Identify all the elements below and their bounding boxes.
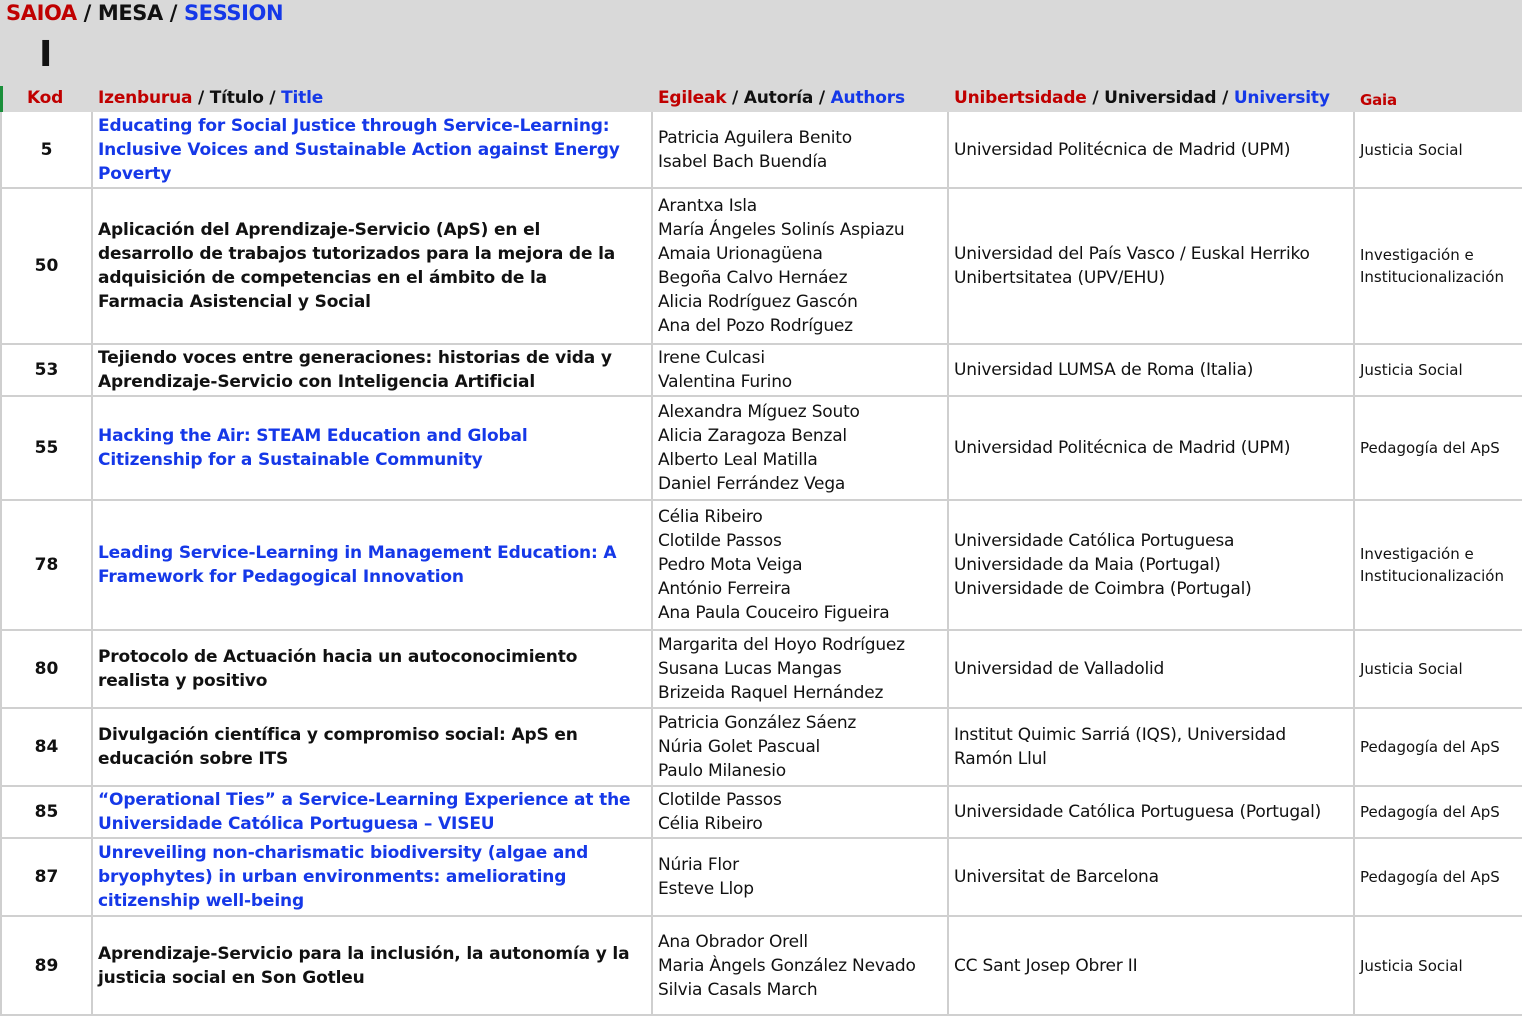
- authors-cell-line: Clotilde Passos: [658, 531, 782, 551]
- gaia-cell-line: Pedagogía del ApS: [1360, 803, 1500, 821]
- authors-cell: [653, 631, 949, 707]
- separator: /: [76, 1, 98, 25]
- university-cell: [949, 787, 1355, 837]
- university-cell-line: CC Sant Josep Obrer II: [954, 955, 1138, 976]
- kod-cell: 53: [0, 345, 93, 395]
- session-header: [0, 0, 1522, 112]
- gaia-cell: [1355, 345, 1522, 395]
- table-row: [0, 631, 1522, 709]
- authors-cell: [653, 345, 949, 395]
- title-cell-line: Poverty: [98, 163, 172, 184]
- cell-marker: [0, 86, 3, 112]
- gaia-cell-line: Justicia Social: [1360, 956, 1463, 975]
- authors-cell: [653, 709, 949, 785]
- university-cell: [949, 397, 1355, 499]
- kod-cell: 89: [0, 917, 93, 1014]
- kod-cell: 5: [0, 112, 93, 187]
- title-cell-line: Aplicación del Aprendizaje-Servicio (ApS) en el: [98, 220, 541, 240]
- table-row: [0, 917, 1522, 1016]
- gaia-cell-line: Institucionalización: [1360, 567, 1504, 585]
- title-cell: [93, 345, 653, 395]
- title-cell-line: Framework for Pedagogical Innovation: [98, 567, 464, 587]
- authors-cell-line: Margarita del Hoyo Rodríguez: [658, 635, 905, 655]
- title-cell-line: Farmacia Asistencial y Social: [98, 292, 371, 312]
- gaia-cell-line: Institucionalización: [1360, 268, 1504, 286]
- authors-cell-line: Alicia Rodríguez Gascón: [658, 292, 858, 312]
- gaia-cell: [1355, 787, 1522, 837]
- university-cell: [949, 501, 1355, 629]
- kod-cell: 85: [0, 787, 93, 837]
- university-cell: [949, 709, 1355, 785]
- session-label-eu: SAIOA: [6, 1, 77, 25]
- authors-cell: [653, 787, 949, 837]
- title-cell-line: Aprendizaje-Servicio con Inteligencia Artificial: [98, 372, 536, 392]
- gaia-cell: [1355, 839, 1522, 915]
- title-cell-line: Inclusive Voices and Sustainable Action against Energy: [98, 139, 620, 160]
- title-cell: [93, 112, 653, 187]
- title-cell-line: Aprendizaje-Servicio para la inclusión, la autonomía y la: [98, 943, 630, 964]
- gaia-cell: [1355, 397, 1522, 499]
- authors-cell-line: Célia Ribeiro: [658, 814, 763, 834]
- university-cell-line: Universidade Católica Portuguesa (Portugal): [954, 802, 1322, 822]
- title-cell-line: bryophytes) in urban environments: ameliorating: [98, 867, 567, 887]
- authors-cell-line: Silvia Casals March: [658, 979, 818, 1000]
- university-cell-line: Universidade Católica Portuguesa: [954, 531, 1235, 551]
- title-cell-line: desarrollo de trabajos tutorizados para la mejora de la: [98, 244, 616, 264]
- authors-cell-line: Brizeida Raquel Hernández: [658, 683, 884, 703]
- gaia-cell-line: Pedagogía del ApS: [1360, 868, 1500, 886]
- gaia-cell: [1355, 112, 1522, 187]
- title-cell-line: educación sobre ITS: [98, 749, 289, 769]
- title-cell-line: justicia social en Son Gotleu: [98, 967, 365, 988]
- university-cell: [949, 917, 1355, 1014]
- university-cell: [949, 839, 1355, 915]
- title-cell: [93, 917, 653, 1014]
- column-header-authors: [658, 88, 905, 108]
- column-header-university-es: / Universidad /: [1086, 88, 1234, 108]
- authors-cell-line: Arantxa Isla: [658, 196, 757, 216]
- authors-cell-line: María Ángeles Solinís Aspiazu: [658, 220, 905, 240]
- gaia-cell: [1355, 917, 1522, 1014]
- university-cell-line: Institut Quimic Sarriá (IQS), Universidad: [954, 725, 1286, 745]
- column-header-kod: Kod: [27, 88, 64, 108]
- title-cell: [93, 189, 653, 343]
- authors-cell-line: Pedro Mota Veiga: [658, 555, 803, 575]
- title-cell-line: adquisición de competencias en el ámbito de la: [98, 268, 547, 288]
- title-cell-line: Unreveiling non-charismatic biodiversity (algae and: [98, 843, 589, 863]
- university-cell: [949, 189, 1355, 343]
- authors-cell-line: Ana Paula Couceiro Figueira: [658, 603, 890, 623]
- title-cell-line: citizenship well-being: [98, 891, 304, 911]
- university-cell: [949, 345, 1355, 395]
- title-cell-line: Tejiendo voces entre generaciones: historias de vida y: [98, 348, 612, 368]
- gaia-cell-line: Investigación e: [1360, 545, 1474, 563]
- column-header-gaia: Gaia: [1360, 91, 1397, 109]
- authors-cell-line: Ana Obrador Orell: [658, 931, 808, 952]
- authors-cell-line: Susana Lucas Mangas: [658, 659, 842, 679]
- gaia-cell-line: Investigación e: [1360, 246, 1474, 264]
- column-header-university: [954, 88, 1330, 108]
- university-cell-line: Universidade da Maia (Portugal): [954, 555, 1221, 575]
- authors-cell-line: Valentina Furino: [658, 372, 792, 392]
- authors-cell-line: Núria Golet Pascual: [658, 737, 821, 757]
- title-cell: [93, 501, 653, 629]
- column-header-title: [98, 88, 323, 108]
- university-cell-line: Universidade de Coimbra (Portugal): [954, 579, 1252, 599]
- gaia-cell: [1355, 709, 1522, 785]
- title-cell-line: “Operational Ties” a Service-Learning Experience at the: [98, 790, 631, 810]
- title-cell: [93, 839, 653, 915]
- table-row: [0, 397, 1522, 501]
- column-header-authors-eu: Egileak: [658, 88, 727, 108]
- authors-cell-line: Ana del Pozo Rodríguez: [658, 316, 853, 336]
- authors-cell-line: Paulo Milanesio: [658, 761, 786, 781]
- kod-cell: 50: [0, 189, 93, 343]
- authors-cell-line: Clotilde Passos: [658, 790, 782, 810]
- authors-cell-line: Irene Culcasi: [658, 348, 765, 368]
- gaia-cell-line: Pedagogía del ApS: [1360, 738, 1500, 756]
- authors-cell-line: Patricia Aguilera Benito: [658, 127, 852, 148]
- separator: /: [162, 1, 184, 25]
- university-cell-line: Unibertsitatea (UPV/EHU): [954, 268, 1165, 288]
- table-row: [0, 189, 1522, 345]
- title-cell: [93, 787, 653, 837]
- authors-cell-line: Amaia Urionagüena: [658, 244, 823, 264]
- kod-cell: 55: [0, 397, 93, 499]
- university-cell-line: Universidad LUMSA de Roma (Italia): [954, 360, 1254, 380]
- table-row: [0, 501, 1522, 631]
- table-row: [0, 709, 1522, 787]
- title-cell-line: Protocolo de Actuación hacia un autoconocimiento: [98, 647, 578, 667]
- authors-cell: [653, 839, 949, 915]
- gaia-cell-line: Pedagogía del ApS: [1360, 439, 1500, 457]
- column-header-university-en: University: [1233, 88, 1330, 108]
- authors-cell-line: Esteve Llop: [658, 879, 754, 899]
- authors-cell: [653, 112, 949, 187]
- university-cell-line: Universitat de Barcelona: [954, 867, 1159, 887]
- gaia-cell-line: Justicia Social: [1360, 140, 1463, 159]
- authors-cell-line: Alicia Zaragoza Benzal: [658, 426, 847, 446]
- kod-cell: 87: [0, 839, 93, 915]
- table-row: [0, 787, 1522, 839]
- gaia-cell: [1355, 631, 1522, 707]
- authors-cell-line: Daniel Ferrández Vega: [658, 474, 846, 494]
- gaia-cell-line: Justicia Social: [1360, 660, 1463, 678]
- gaia-cell-line: Justicia Social: [1360, 361, 1463, 379]
- title-cell: [93, 709, 653, 785]
- kod-cell: 78: [0, 501, 93, 629]
- column-header-authors-en: Authors: [830, 88, 905, 108]
- column-header-title-en: Title: [281, 88, 324, 108]
- session-label-en: SESSION: [183, 1, 284, 25]
- column-header-title-es: / Título /: [192, 88, 282, 108]
- title-cell-line: Citizenship for a Sustainable Community: [98, 450, 483, 470]
- authors-cell-line: Alberto Leal Matilla: [658, 450, 818, 470]
- authors-cell-line: Maria Àngels González Nevado: [658, 955, 916, 976]
- title-cell: [93, 631, 653, 707]
- authors-cell: [653, 189, 949, 343]
- column-header-title-eu: Izenburua: [98, 88, 193, 108]
- table-row: [0, 839, 1522, 917]
- gaia-cell: [1355, 189, 1522, 343]
- title-cell-line: Universidade Católica Portuguesa – VISEU: [98, 814, 495, 834]
- title-cell-line: Leading Service-Learning in Management Education: A: [98, 543, 617, 563]
- kod-cell: 84: [0, 709, 93, 785]
- table-row: [0, 345, 1522, 397]
- session-label: [6, 1, 283, 25]
- authors-cell-line: Patricia González Sáenz: [658, 713, 857, 733]
- session-number: I: [39, 34, 53, 75]
- session-label-es: MESA: [97, 1, 163, 25]
- university-cell: [949, 112, 1355, 187]
- title-cell: [93, 397, 653, 499]
- university-cell-line: Universidad del País Vasco / Euskal Herriko: [954, 244, 1310, 264]
- title-cell-line: Divulgación científica y compromiso social: ApS en: [98, 725, 578, 745]
- table-row: [0, 112, 1522, 189]
- university-cell-line: Universidad Politécnica de Madrid (UPM): [954, 438, 1291, 458]
- authors-cell-line: Núria Flor: [658, 855, 739, 875]
- university-cell-line: Universidad Politécnica de Madrid (UPM): [954, 139, 1291, 160]
- authors-cell-line: Begoña Calvo Hernáez: [658, 268, 848, 288]
- authors-cell-line: Alexandra Míguez Souto: [658, 402, 860, 422]
- authors-cell: [653, 917, 949, 1014]
- authors-cell-line: Isabel Bach Buendía: [658, 151, 828, 172]
- university-cell-line: Ramón Llul: [954, 749, 1047, 769]
- authors-cell: [653, 397, 949, 499]
- column-header-university-eu: Unibertsidade: [954, 88, 1087, 108]
- authors-cell-line: António Ferreira: [658, 579, 791, 599]
- title-cell-line: Hacking the Air: STEAM Education and Global: [98, 426, 528, 446]
- kod-cell: 80: [0, 631, 93, 707]
- authors-cell: [653, 501, 949, 629]
- column-header-authors-es: / Autoría /: [726, 88, 831, 108]
- gaia-cell: [1355, 501, 1522, 629]
- university-cell: [949, 631, 1355, 707]
- authors-cell-line: Célia Ribeiro: [658, 507, 763, 527]
- title-cell-line: realista y positivo: [98, 671, 268, 691]
- title-cell-line: Educating for Social Justice through Service-Learning:: [98, 115, 610, 136]
- university-cell-line: Universidad de Valladolid: [954, 659, 1165, 679]
